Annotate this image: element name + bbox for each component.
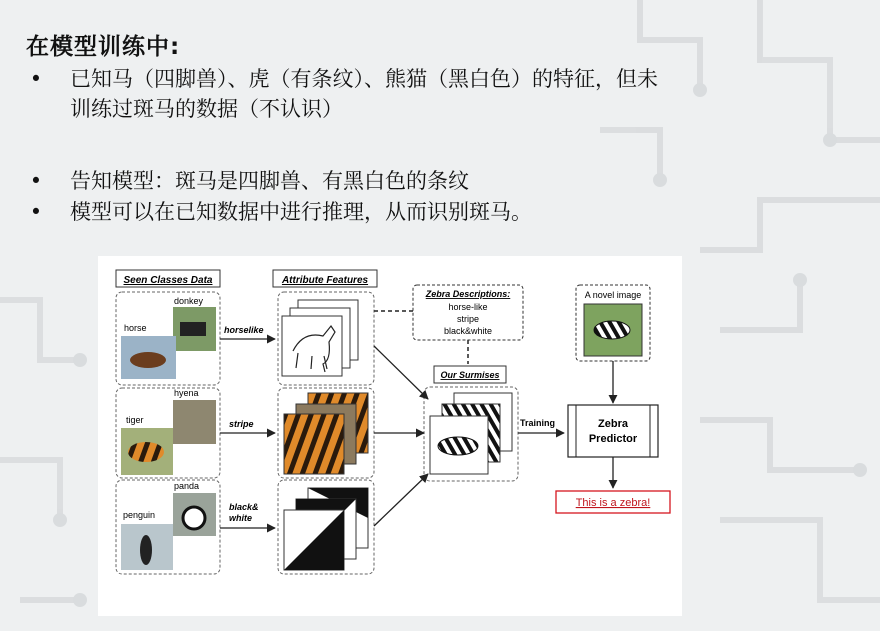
animal-label-penguin: penguin	[123, 510, 156, 520]
attribute-label-stripe: stripe	[229, 419, 254, 429]
result-label: This is a zebra!	[575, 497, 651, 509]
bullet-line: 训练过斑马的数据（不认识）	[70, 97, 343, 121]
animal-label-donkey: donkey	[174, 296, 204, 306]
bullet-dot: •	[29, 67, 43, 91]
animal-label-panda: panda	[174, 481, 200, 491]
training-label: Training	[520, 418, 556, 428]
surmise-zebra-shape	[438, 437, 478, 455]
bullet-text	[70, 64, 870, 124]
arrow-horselike-to-surmise	[374, 346, 428, 399]
zebra-description-line: black&white	[443, 326, 493, 336]
hyena-photo	[173, 400, 216, 444]
horse-shape	[130, 352, 166, 368]
panda-shape	[183, 507, 205, 529]
zebra-descriptions-title: Zebra Descriptions:	[425, 289, 511, 299]
donkey-shape	[180, 322, 206, 336]
our-surmises-label: Our Surmises	[440, 370, 500, 380]
tiger-shape	[128, 442, 164, 462]
animal-label-tiger: tiger	[126, 415, 144, 425]
horselike-card-front	[282, 316, 342, 376]
bullet-dot: •	[29, 169, 43, 193]
penguin-shape	[140, 535, 152, 565]
seen-classes-label: Seen Classes Data	[123, 275, 213, 286]
bullet-line: 已知马（四脚兽）、虎（有条纹）、熊猫（黑白色）的特征，但未	[70, 67, 658, 91]
bullet-text: 模型可以在已知数据中进行推理，从而识别斑马。	[70, 200, 532, 224]
attribute-label-horselike: horselike	[224, 325, 264, 335]
stripe-card-front	[284, 414, 344, 474]
attribute-label-blackwhite-1: black&	[229, 502, 259, 512]
predictor-label-line1: Zebra	[598, 418, 628, 430]
bullet-dot: •	[29, 200, 43, 224]
novel-image-label: A novel image	[584, 290, 642, 300]
bullet-text: 告知模型：斑马是四脚兽、有黑白色的条纹	[70, 169, 469, 193]
zebra-description-line: horse-like	[448, 302, 488, 312]
zero-shot-figure	[98, 256, 682, 616]
novel-zebra-shape	[594, 321, 630, 339]
predictor-box	[568, 405, 658, 457]
figure-diagram	[98, 256, 682, 616]
attribute-features-label: Attribute Features	[281, 275, 369, 286]
animal-label-hyena: hyena	[174, 388, 199, 398]
slide-title: 在模型训练中:	[26, 34, 181, 60]
zebra-description-line: stripe	[456, 314, 480, 324]
arrow-bw-to-surmise	[374, 474, 428, 526]
predictor-label-line2: Predictor	[588, 433, 638, 445]
animal-label-horse: horse	[124, 323, 147, 333]
attribute-label-blackwhite-2: white	[229, 513, 253, 523]
